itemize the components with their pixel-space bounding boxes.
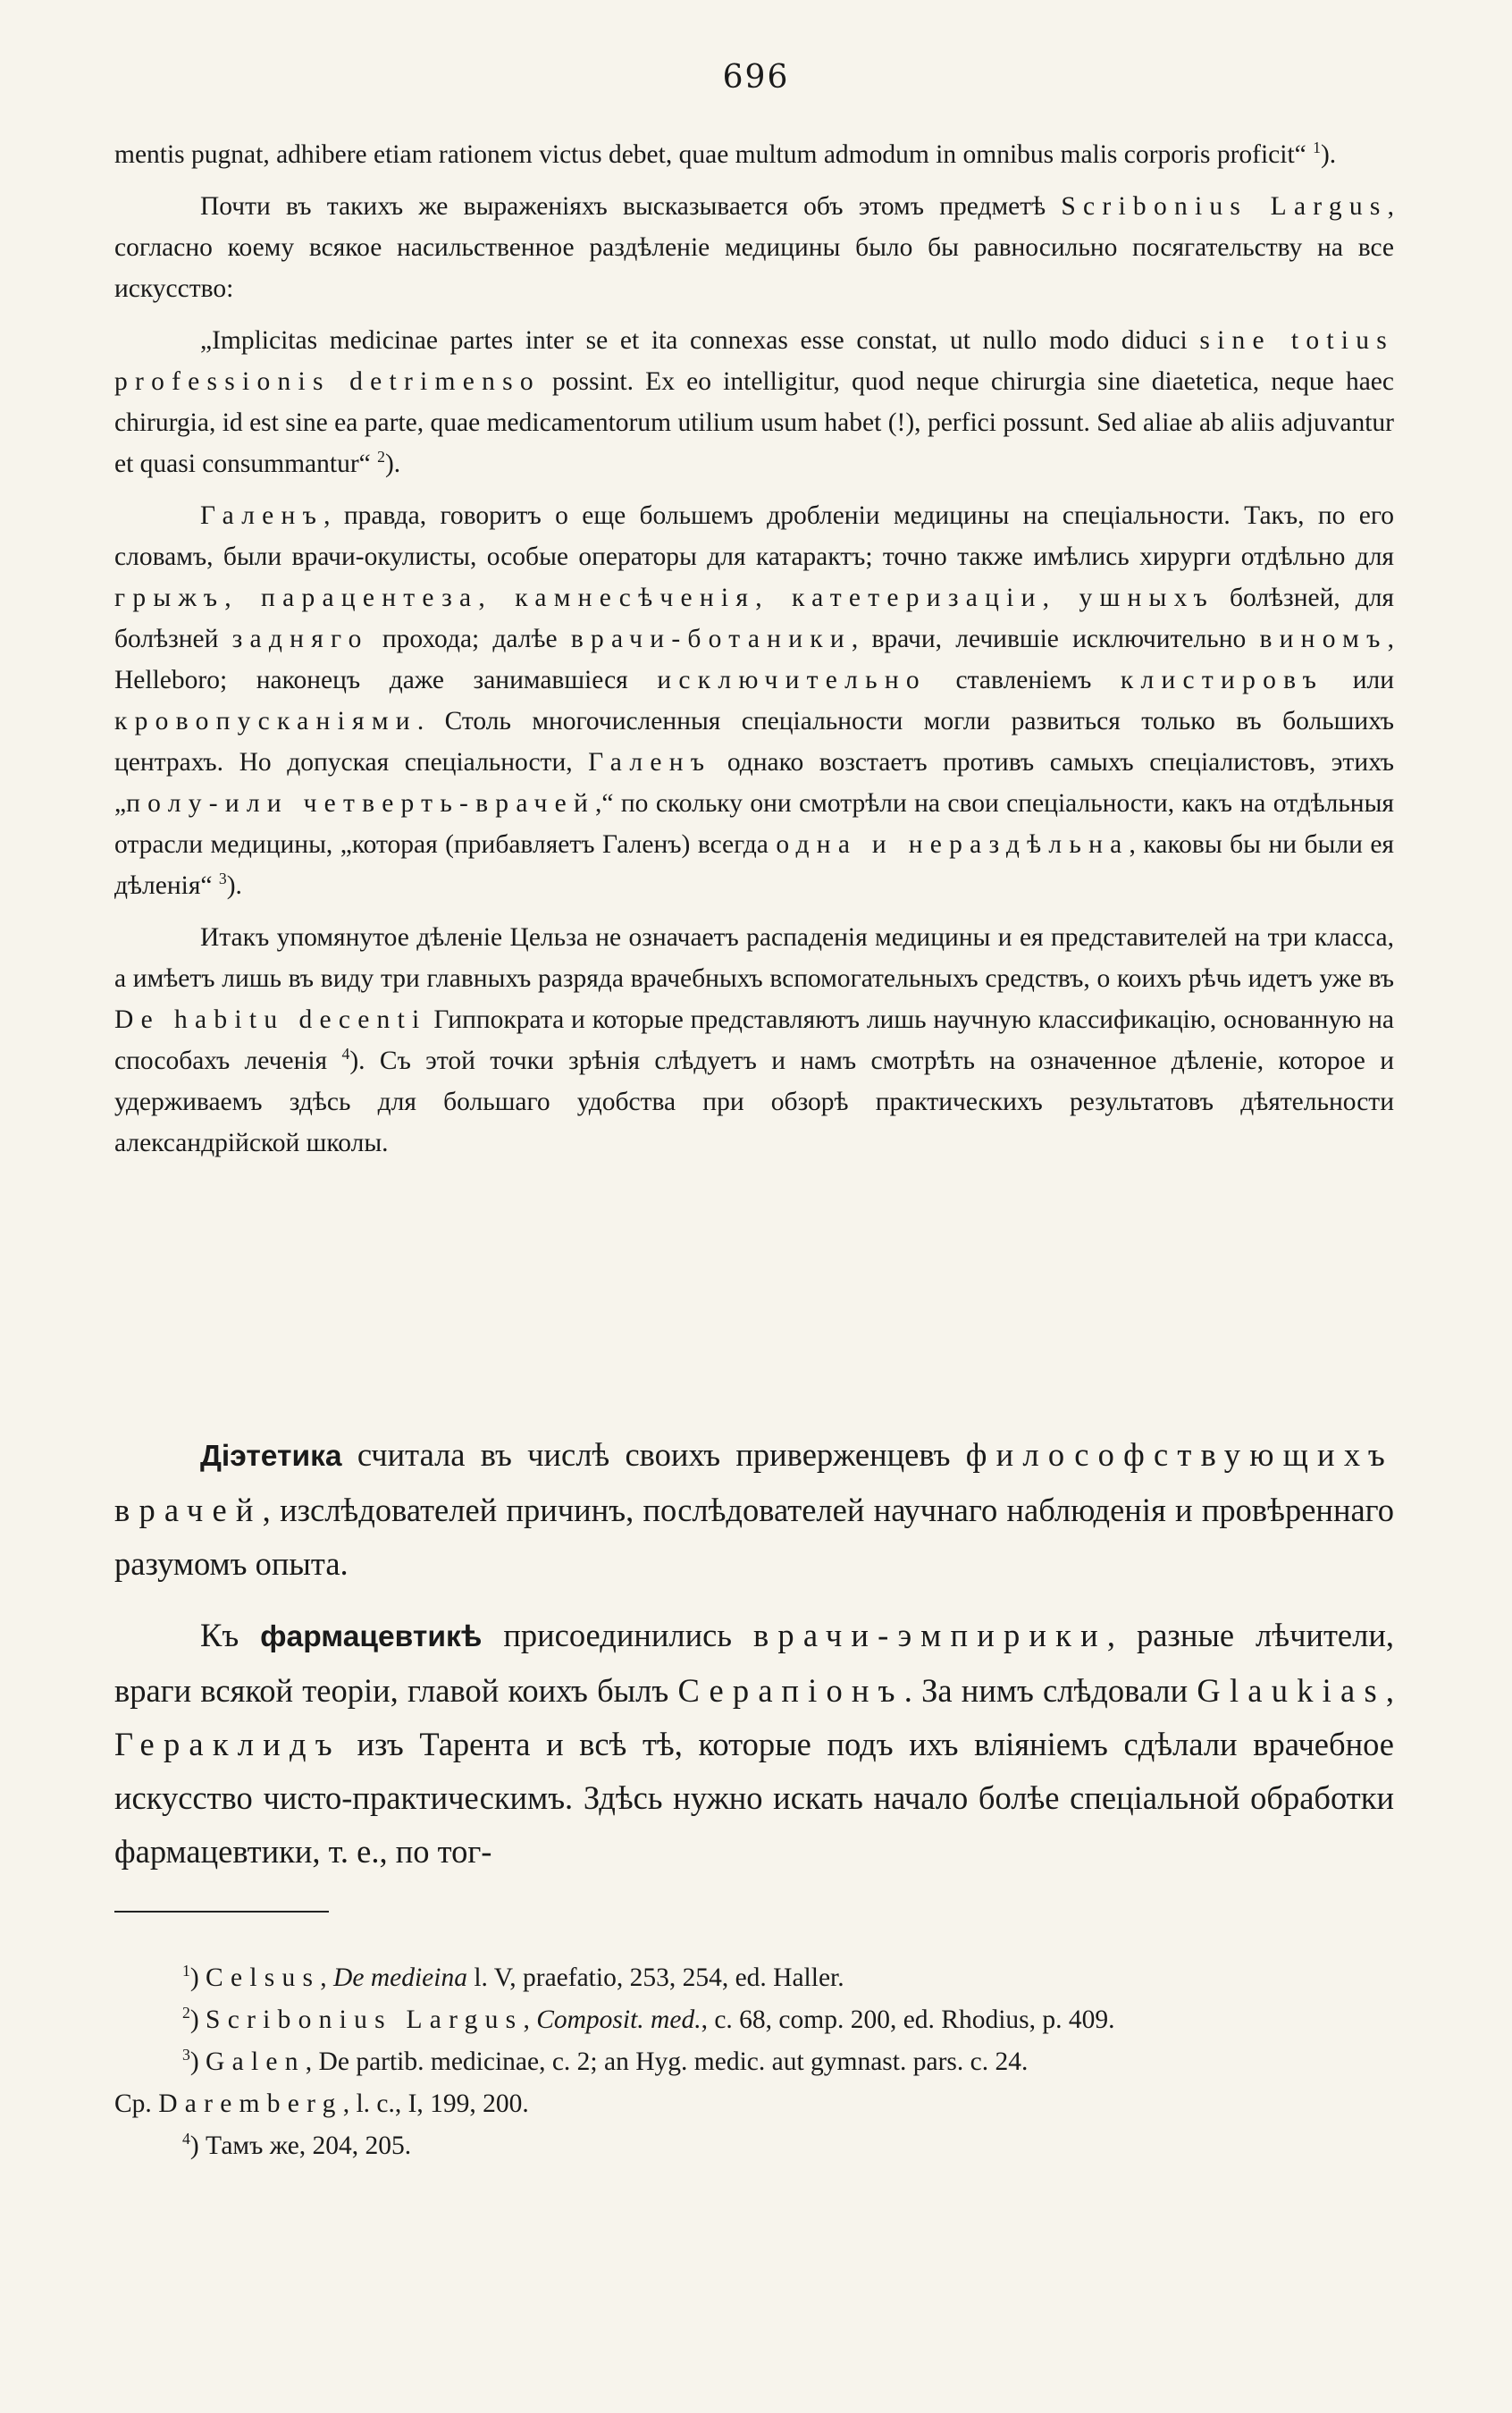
footnote-divider bbox=[114, 1911, 329, 1913]
main-text-small bbox=[114, 134, 1394, 1174]
paragraph: „Implicitas medicinae partes inter se et ita connexas esse constat, ut nullo modo diduci sine totius professionis detrimenso possint. Ex eo intelligitur, quod neque chirurgia sine diaeteticа, neque haec chirurgia, id est sine ea parte, quae medicamentorum utilium usum habet (!), perfici possunt. Sed aliae ab aliis adjuvantur et quasi consummantur“ $^2$). bbox=[114, 326, 1394, 478]
footnote-ref: 1 bbox=[1313, 139, 1321, 157]
footnote-ref: 2 bbox=[377, 448, 385, 467]
section-term: фармацевтикѣ bbox=[260, 1620, 483, 1653]
footnotes bbox=[114, 1957, 1394, 2167]
section-term: Діэтетика bbox=[200, 1440, 342, 1473]
footnote: $^4$) Тамъ же, 204, 205. bbox=[182, 2130, 412, 2160]
footnote: $^1$) Celsus, De medieina l. V, praefatio, 253, 254, ed. Haller. bbox=[182, 1962, 844, 1992]
footnote: $^3$) Galen, De partib. medicinae, c. 2; an Hyg. medic. aut gymnast. pars. c. 24. bbox=[182, 2046, 1029, 2076]
page-number: 696 bbox=[722, 59, 790, 96]
footnote: $^2$) Scribonius Largus, Composit. med., c. 68, comp. 200, ed. Rhodius, p. 409. bbox=[182, 2004, 1115, 2034]
footnote-continuation: Ср. Daremberg, l. c., I, 199, 200. bbox=[114, 2089, 529, 2118]
footnote-ref: 3 bbox=[218, 870, 227, 888]
paragraph: Діэтетика считала въ числѣ своихъ приверженцевъ философствующихъ врачей, изслѣдователей причинъ, послѣдователей научнаго наблюденія и провѣреннаго разумомъ опыта. bbox=[114, 1436, 1394, 1582]
paragraph: Почти въ такихъ же выраженіяхъ высказывается объ этомъ предметѣ Scribonius Largus, согласно коему всякое насильственное раздѣленіе медицины было бы равносильно посягательству на все искусство: bbox=[114, 192, 1394, 303]
paragraph: Галенъ, правда, говоритъ о еще большемъ дробленіи медицины на спеціальности. Такъ, по его словамъ, были врачи-окулисты, особые операторы для катарактъ; точно также имѣлись хирурги отдѣльно для грыжъ, парацентеза, камнесѣченія, катетеризаціи, ушныхъ болѣзней, для болѣзней задняго прохода; далѣе врачи-ботаники, врачи, лечившіе исключительно виномъ, Helleboro; наконецъ даже занимавшіеся исключительно ставленіемъ клистировъ или кровопусканіями. Столь многочисленныя спеціальности могли развиться только въ большихъ центрахъ. Но допуская спеціальности, Галенъ однако возстаетъ противъ самыхъ спеціалистовъ, этихъ „полу-или четверть-врачей,“ по скольку они смотрѣли на свои спеціальности, какъ на отдѣльныя отрасли медицины, „которая (прибавляетъ Галенъ) всегда одна и нераздѣльна, каковы бы ни были ея дѣленія“ $^3$). bbox=[114, 501, 1395, 900]
spaced-name: Scribonius Largus bbox=[1061, 192, 1388, 221]
footnote-ref: 4 bbox=[341, 1045, 350, 1064]
paragraph: Итакъ упомянутое дѣленіе Цельза не означаетъ распаденія медицины и ея представителей на три класса, а имѣетъ лишь въ виду три главныхъ разряда врачебныхъ вспомогательныхъ средствъ, о коихъ рѣчь идетъ уже въ De habitu decenti Гиппократа и которые представляютъ лишь научную классификацію, основанную на способахъ леченія $^4$). Съ этой точки зрѣнія слѣдуетъ и намъ смотрѣть на означенное дѣленіе, которое и удерживаемъ здѣсь для большаго удобства при обзорѣ практическихъ результатовъ дѣятельности александрійской школы. bbox=[114, 923, 1394, 1157]
main-text-large bbox=[114, 1428, 1394, 1896]
spaced-name: Галенъ bbox=[200, 501, 324, 530]
paragraph: mentis pugnat, adhibere etiam rationem victus debet, quae multum admodum in omnibus malis corporis proficit“ $^1$). bbox=[114, 139, 1337, 169]
paragraph: Къ фармацевтикѣ присоединились врачи-эмпирики, разные лѣчители, враги всякой теоріи, главой коихъ былъ Серапіонъ. За нимъ слѣдовали Glaukias, Гераклидъ изъ Тарента и всѣ тѣ, которые подъ ихъ вліяніемъ сдѣлали врачебное искусство чисто-практическимъ. Здѣсь нужно искать начало болѣе спеціальной обработки фармацевтики, т. е., по тог- bbox=[114, 1617, 1394, 1870]
